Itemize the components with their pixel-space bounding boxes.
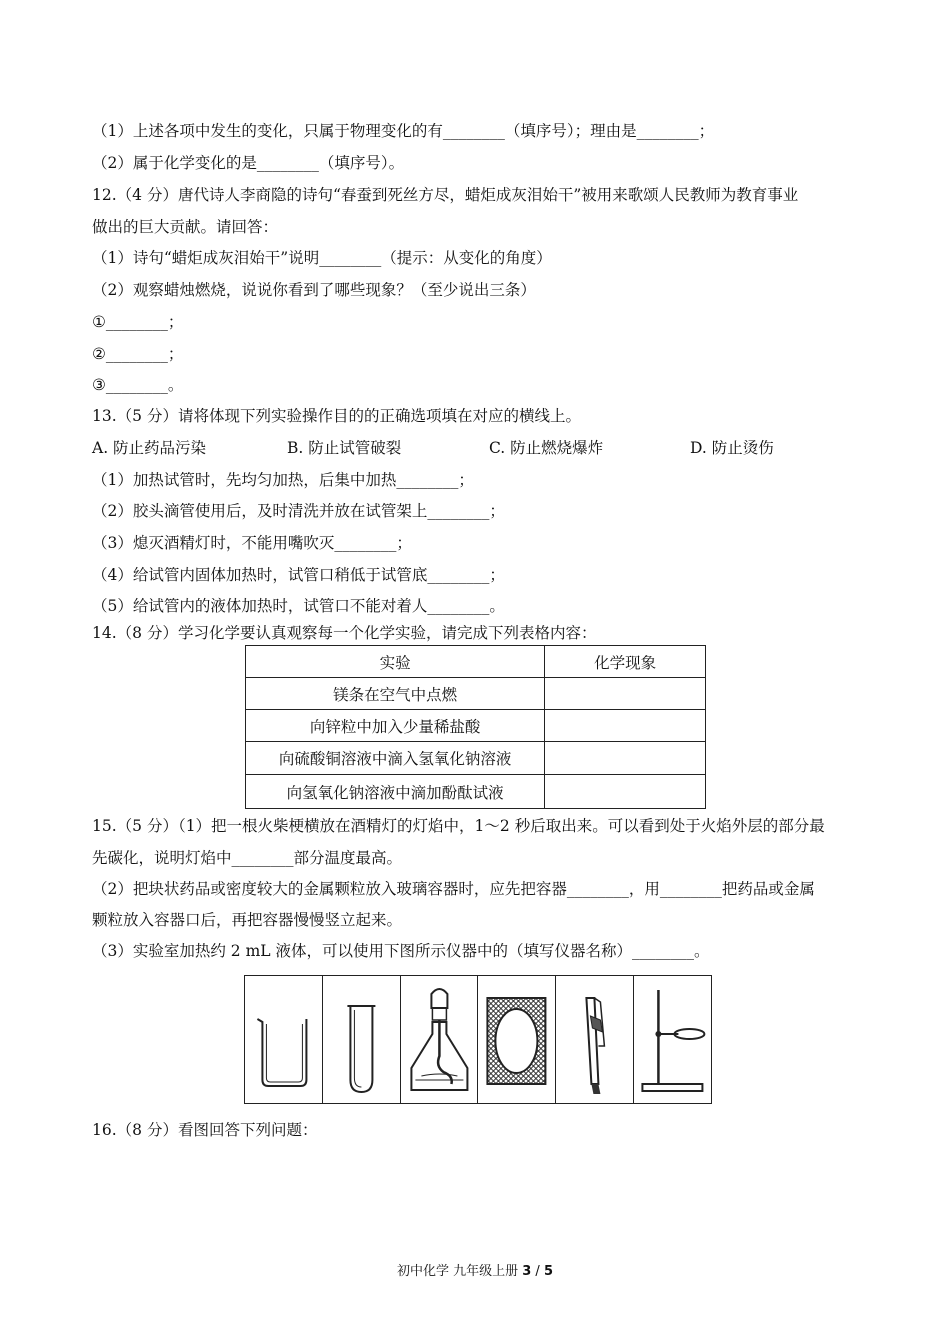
q16-stem: 16.（8 分）看图回答下列问题： [92, 1121, 318, 1139]
q15-stem-line2: 先碳化，说明灯焰中________部分温度最高。 [92, 849, 403, 867]
footer-page-number: 3 [522, 1264, 532, 1279]
q13-option-a: A. 防止药品污染 [92, 439, 207, 457]
q15-sub3: （3）实验室加热约 2 mL 液体，可以使用下图所示仪器中的（填写仪器名称）________。 [92, 942, 710, 960]
beaker-icon [245, 976, 323, 1103]
q15-sub2-line2: 颗粒放入容器口后，再把容器慢慢竖立起来。 [92, 911, 403, 929]
table-cell-experiment: 镁条在空气中点燃 [246, 678, 545, 710]
table-cell-blank [545, 775, 706, 809]
q15-stem-line1: 15.（5 分）（1）把一根火柴梗横放在酒精灯的灯焰中，1～2 秒后取出来。可以看到处于火焰外层的部分最 [92, 817, 825, 835]
footer-page-total: 5 [543, 1264, 553, 1279]
footer-text: 初中化学 九年级上册 [396, 1264, 523, 1279]
q13-sub5: （5）给试管内的液体加热时，试管口不能对着人________。 [92, 597, 505, 615]
q12-stem-line2: 做出的巨大贡献。请回答： [92, 218, 279, 236]
table-row [246, 710, 706, 742]
table-cell-blank [545, 742, 706, 775]
table-row [246, 646, 706, 678]
q12-blank1: ①________； [92, 313, 184, 331]
alcohol-lamp-icon [401, 976, 479, 1103]
q13-option-b: B. 防止试管破裂 [287, 439, 402, 457]
q13-stem: 13.（5 分）请将体现下列实验操作目的的正确选项填在对应的横线上。 [92, 407, 581, 425]
table-header-phenomenon: 化学现象 [545, 646, 706, 678]
q12-blank2: ②________； [92, 345, 184, 363]
q13-option-c: C. 防止燃烧爆炸 [489, 439, 604, 457]
q11-sub2: （2）属于化学变化的是________（填序号）。 [92, 154, 405, 172]
test-tube-holder-icon [556, 976, 634, 1103]
q13-sub1: （1）加热试管时，先均匀加热，后集中加热________； [92, 471, 474, 489]
q12-sub1: （1）诗句“蜡炬成灰泪始干”说明________（提示：从变化的角度） [92, 249, 552, 267]
q13-sub4: （4）给试管内固体加热时，试管口稍低于试管底________； [92, 566, 505, 584]
q12-sub2: （2）观察蜡烛燃烧，说说你看到了哪些现象？（至少说出三条） [92, 281, 536, 299]
q14-stem: 14.（8 分）学习化学要认真观察每一个化学实验，请完成下列表格内容： [92, 624, 597, 642]
q13-sub2: （2）胶头滴管使用后，及时清洗并放在试管架上________； [92, 502, 505, 520]
table-cell-blank [545, 710, 706, 742]
page-footer [0, 1260, 950, 1279]
table-cell-experiment: 向硫酸铜溶液中滴入氢氧化钠溶液 [246, 742, 545, 775]
q14-table [245, 645, 706, 809]
q13-option-d: D. 防止烫伤 [690, 439, 774, 457]
q11-sub1: （1）上述各项中发生的变化，只属于物理变化的有________（填序号）；理由是________； [92, 122, 715, 140]
apparatus-figure [244, 975, 712, 1104]
table-row [246, 678, 706, 710]
table-header-experiment: 实验 [246, 646, 545, 678]
wire-gauze-icon [478, 976, 556, 1103]
q12-stem-line1: 12.（4 分）唐代诗人李商隐的诗句“春蚕到死丝方尽，蜡炬成灰泪始干”被用来歌颂人民教师为教育事业 [92, 186, 799, 204]
test-tube-icon [323, 976, 401, 1103]
q15-sub2-line1: （2）把块状药品或密度较大的金属颗粒放入玻璃容器时，应先把容器________，用________把药品或金属 [92, 880, 815, 898]
table-cell-experiment: 向锌粒中加入少量稀盐酸 [246, 710, 545, 742]
iron-stand-icon [634, 976, 711, 1103]
table-row [246, 742, 706, 775]
table-cell-blank [545, 678, 706, 710]
q12-blank3: ③________。 [92, 376, 184, 394]
table-cell-experiment: 向氢氧化钠溶液中滴加酚酞试液 [246, 775, 545, 809]
footer-separator: / [531, 1264, 544, 1279]
table-row [246, 775, 706, 809]
q13-sub3: （3）熄灭酒精灯时，不能用嘴吹灭________； [92, 534, 412, 552]
